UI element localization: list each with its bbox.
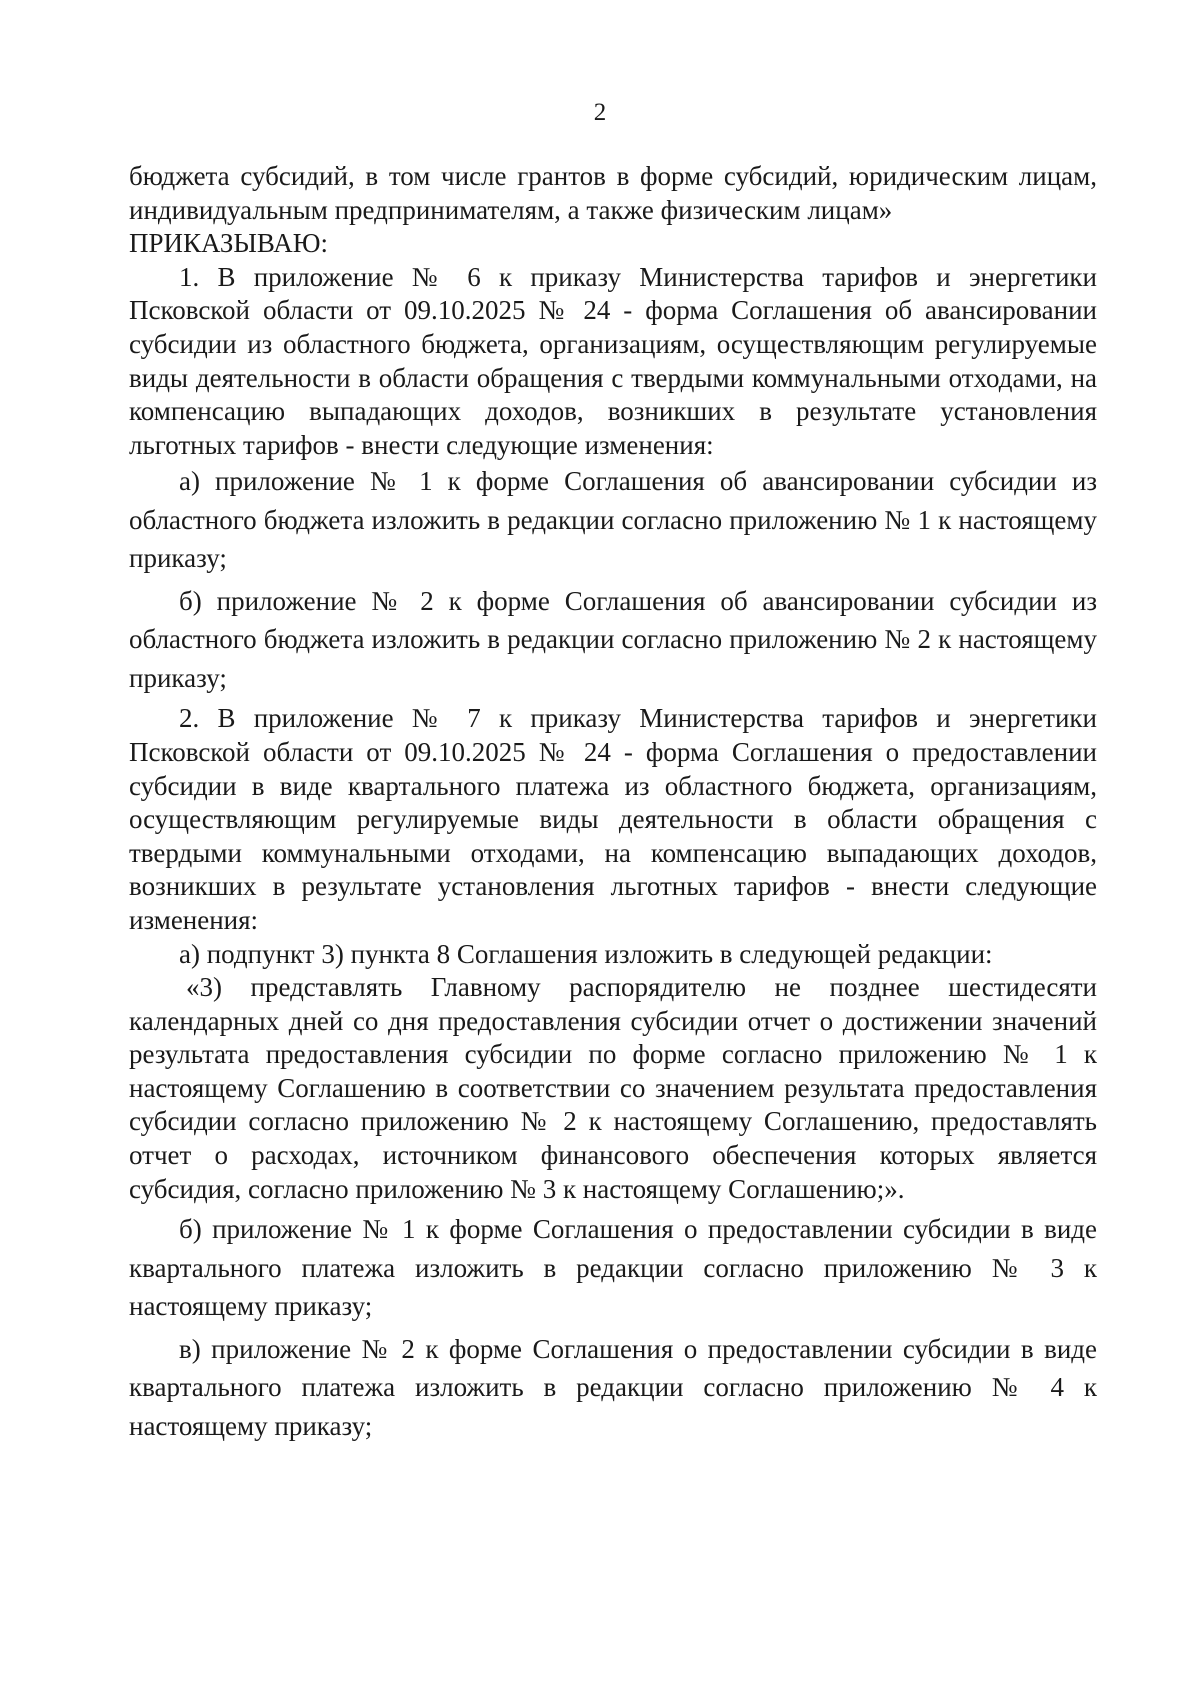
paragraph-item-2a: а) подпункт 3) пункта 8 Соглашения изложить в следующей редакции: bbox=[179, 938, 993, 969]
paragraph-item-2: 2. В приложение № 7 к приказу Министерства тарифов и энергетики Псковской области от 09.10.2025 № 24 - форма Соглашения о предоставлении субсидии в виде квартального платежа из областного бюджета, организациям, осуществляющим регулируемые виды деятельности в области обращения с твердыми коммунальными отходами, на компенсацию выпадающих доходов, возникших в результате установления льготных тарифов - внести следующие изменения: bbox=[129, 703, 1097, 935]
paragraph-item-2b: б) приложение № 1 к форме Соглашения о предоставлении субсидии в виде квартального платежа изложить в редакции согласно приложению № 3 к настоящему приказу; bbox=[129, 1214, 1097, 1322]
paragraph-item-2c: в) приложение № 2 к форме Соглашения о предоставлении субсидии в виде квартального платежа изложить в редакции согласно приложению № 4 к настоящему приказу; bbox=[129, 1333, 1097, 1441]
paragraph-item-2a-quote: «3) представлять Главному распорядителю не позднее шестидесяти календарных дней со дня предоставления субсидии отчет о достижении значений результата предоставления субсидии по форме согласно приложению № 1 к настоящему Соглашению в соответствии со значением результата предоставления субсидии согласно приложению № 2 к настоящему Соглашению, предоставлять отчет о расходах, источником финансового обеспечения которых является субсидия, согласно приложению № 3 к настоящему Соглашению;». bbox=[129, 972, 1097, 1204]
paragraph-item-1a: а) приложение № 1 к форме Соглашения об авансировании субсидии из областного бюджета изложить в редакции согласно приложению № 1 к настоящему приказу; bbox=[129, 466, 1097, 574]
page-number: 2 bbox=[593, 99, 607, 126]
paragraph-item-1: 1. В приложение № 6 к приказу Министерства тарифов и энергетики Псковской области от 09.10.2025 № 24 - форма Соглашения об авансировании субсидии из областного бюджета, организациям, осуществляющим регулируемые виды деятельности в области обращения с твердыми коммунальными отходами, на компенсацию выпадающих доходов, возникших в результате установления льготных тарифов - внести следующие изменения: bbox=[129, 261, 1097, 460]
order-heading: ПРИКАЗЫВАЮ: bbox=[129, 228, 328, 259]
document-body bbox=[129, 160, 1097, 1445]
paragraph-item-1b: б) приложение № 2 к форме Соглашения об авансировании субсидии из областного бюджета изложить в редакции согласно приложению № 2 к настоящему приказу; bbox=[129, 585, 1097, 693]
paragraph-intro: бюджета субсидий, в том числе грантов в форме субсидий, юридическим лицам, индивидуальным предпринимателям, а также физическим лицам» bbox=[129, 161, 1097, 225]
